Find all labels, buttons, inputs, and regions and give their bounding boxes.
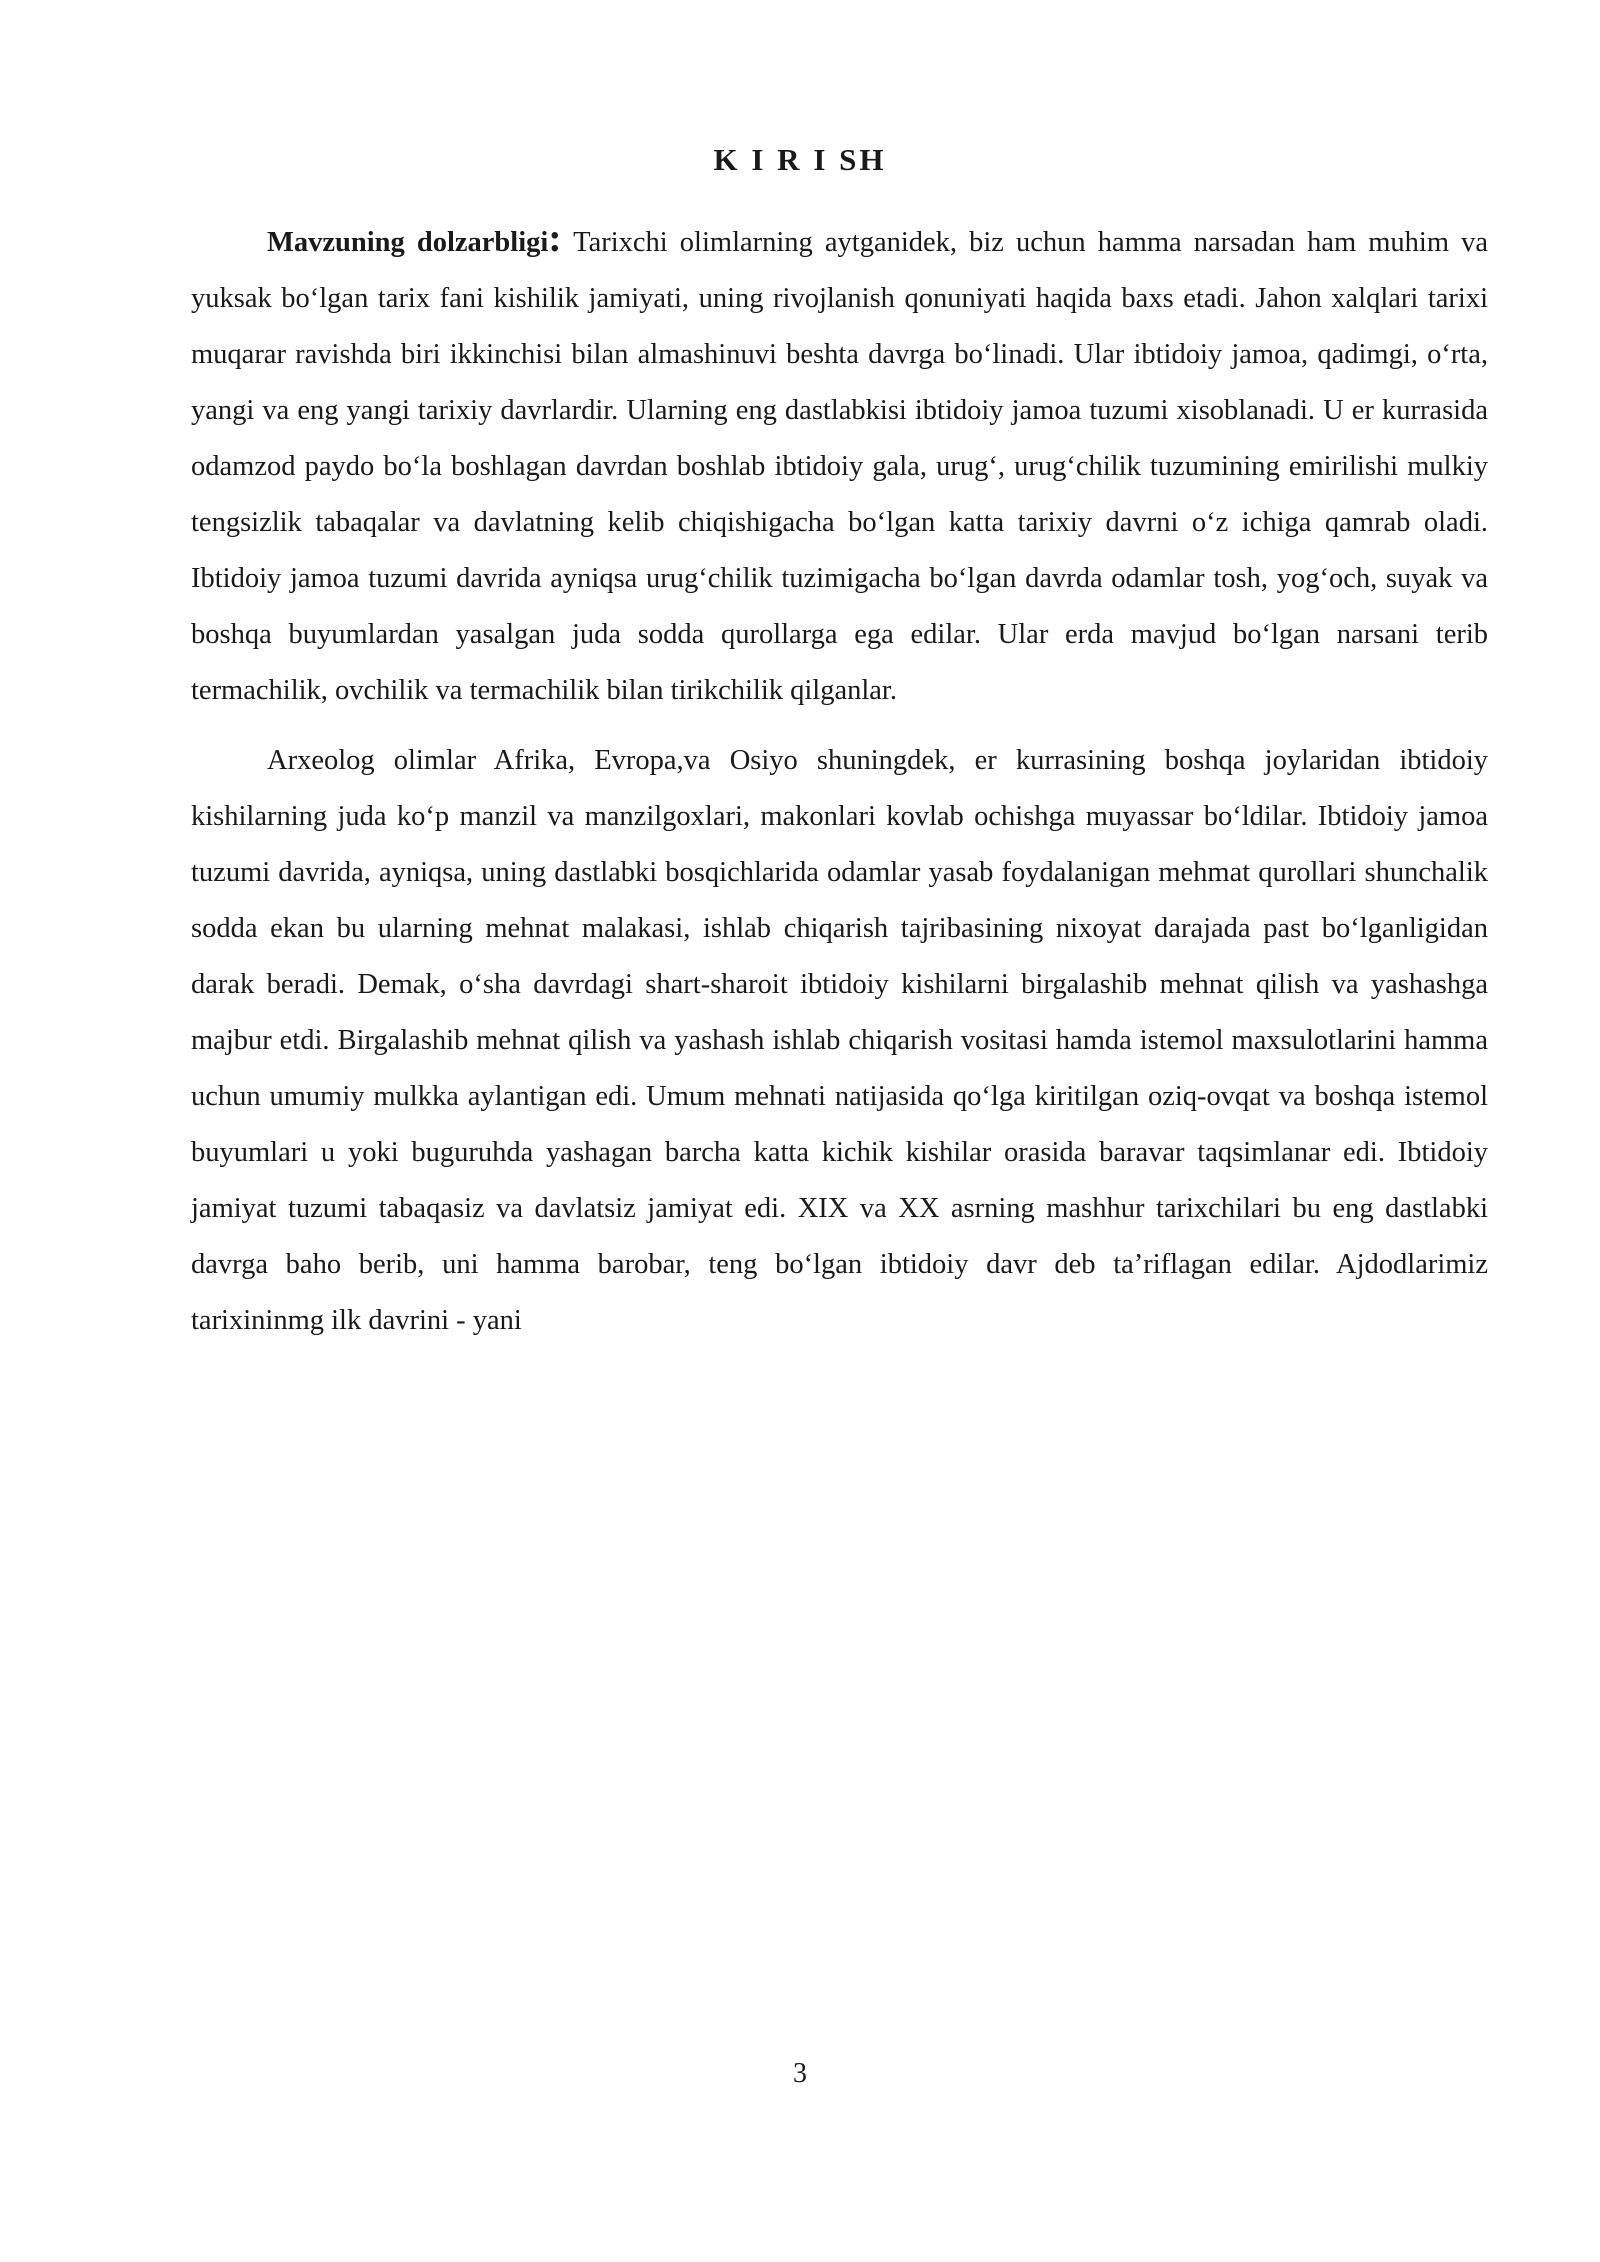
- paragraph-text: Tarixchi olimlarning aytganidek, biz uchun hamma narsadan ham muhim va yuksak bo‘lgan tarix fani kishilik jamiyati, uning rivojlanish qonuniyati haqida baxs etadi. Jahon xalqlari tarixi muqarar ravishda biri ikkinchisi bilan almashinuvi beshta davrga bo‘linadi. Ular ibtidoiy jamoa, qadimgi, o‘rta, yangi va eng yangi tarixiy davrlardir. Ularning eng dastlabkisi ibtidoiy jamoa tuzumi xisoblanadi. U er kurrasida odamzod paydo bo‘la boshlagan davrdan boshlab ibtidoiy gala, urug‘, urug‘chilik tuzumining emirilishi mulkiy tengsizlik tabaqalar va davlatning kelib chiqishigacha bo‘lgan katta tarixiy davrni o‘z ichiga qamrab oladi. Ibtidoiy jamoa tuzumi davrida ayniqsa urug‘chilik tuzimigacha bo‘lgan davrda odamlar tosh, yog‘och, suyak va boshqa buyumlardan yasalgan juda sodda qurollarga ega edilar. Ular erda mavjud bo‘lgan narsani terib termachilik, ovchilik va termachilik bilan tirikchilik qilganlar.: [191, 227, 1488, 706]
- section-heading: K I R I SH: [713, 142, 887, 177]
- body-text: [191, 215, 1488, 1349]
- paragraph-relevance: [191, 215, 1488, 719]
- page-number: 3: [793, 2058, 807, 2089]
- paragraph-archaeology: [191, 733, 1488, 1349]
- paragraph-lead-colon: :: [548, 215, 562, 260]
- paragraph-text: Arxeolog olimlar Afrika, Evropa,va Osiyo shuningdek, er kurrasining boshqa joylaridan ibtidoiy kishilarning juda ko‘p manzil va manzilgoxlari, makonlari kovlab ochishga muyassar bo‘ldilar. Ibtidoiy jamoa tuzumi davrida, ayniqsa, uning dastlabki bosqichlarida odamlar yasab foydalanigan mehmat qurollari shunchalik sodda ekan bu ularning mehnat malakasi, ishlab chiqarish tajribasining nixoyat darajada past bo‘lganligidan darak beradi. Demak, o‘sha davrdagi shart-sharoit ibtidoiy kishilarni birgalashib mehnat qilish va yashashga majbur etdi. Birgalashib mehnat qilish va yashash ishlab chiqarish vositasi hamda istemol maxsulotlarini hamma uchun umumiy mulkka aylantigan edi. Umum mehnati natijasida qo‘lga kiritilgan oziq-ovqat va boshqa istemol buyumlari u yoki buguruhda yashagan barcha katta kichik kishilar orasida baravar taqsimlanar edi. Ibtidoiy jamiyat tuzumi tabaqasiz va davlatsiz jamiyat edi. XIX va XX asrning mashhur tarixchilari bu eng dastlabki davrga baho berib, uni hamma barobar, teng bo‘lgan ibtidoiy davr deb ta’riflagan edilar. Ajdodlarimiz tarixininmg ilk davrini - yani: [191, 745, 1488, 1336]
- paragraph-lead-label: Mavzuning dolzarbligi: [267, 227, 549, 258]
